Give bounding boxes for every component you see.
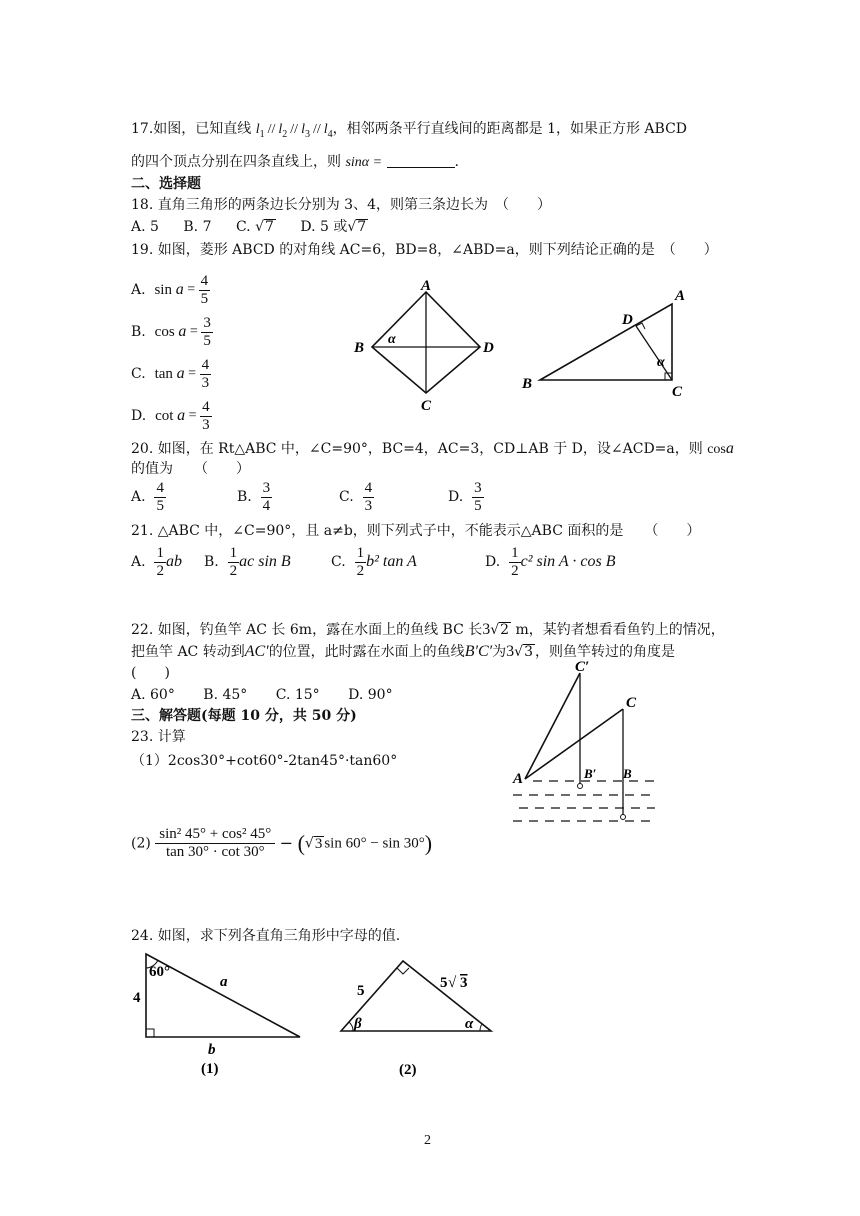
q20-option-a[interactable]: A. $\frac{4}{5}$ (131, 479, 164, 514)
q18-option-d[interactable]: D. 5 或√7 (300, 219, 367, 235)
q24-fig1-side-label: 4 (133, 990, 141, 1006)
rhombus-label-d: D (483, 340, 494, 356)
q23-title: 23. 计算 (131, 729, 186, 745)
rhombus-figure (350, 280, 510, 415)
q20-line2: 的值为 （ ） (131, 461, 250, 477)
q21-fraction: $\frac{1}{2}$ (356, 544, 365, 579)
q24-stem: 24. 如图，求下列各直角三角形中字母的值. (131, 928, 401, 944)
q19-fraction: $\frac{4}{3}$ (202, 398, 210, 433)
rt-alpha: α (657, 355, 665, 370)
q24-fig1-a-label: a (220, 974, 228, 990)
rod-ac-prime (525, 673, 580, 779)
q19-option-a[interactable]: A. sin a = $\frac{4}{5}$ (131, 272, 209, 307)
rhombus-label-c: C (421, 398, 432, 414)
q17-line-subscript: 4 (327, 128, 333, 140)
q24-fig2-caption: (2) (399, 1062, 417, 1078)
q17-line-symbol: l (301, 122, 305, 137)
q17-parallel-symbol: // (312, 122, 321, 137)
q18-option-c[interactable]: C. √7 (235, 219, 274, 235)
fish-label-a: A (513, 771, 524, 787)
fish-label-c: C (626, 695, 637, 711)
q23-part2-fraction (155, 826, 275, 861)
rt-label-c: C (672, 384, 683, 400)
q17-sin-alpha: sinα = (345, 155, 383, 170)
q20-cos: cos (707, 442, 726, 457)
q17-line-symbol: l (278, 122, 283, 137)
rhombus-label-a: A (421, 280, 432, 294)
q17-line2-text: 的四个顶点分别在四条直线上，则 (131, 154, 341, 170)
section2-heading: 二、选择题 (131, 176, 201, 192)
q23-part2-paren-expr: sin 60° − sin 30° (324, 835, 425, 852)
q22-line1a: 22. 如图，钓鱼竿 AC 长 6m，露在水面上的鱼线 BC 长 (131, 622, 483, 638)
q23-part2-radicand: 3 (314, 835, 323, 852)
q17-prefix: 17.如图，已知直线 (131, 121, 252, 137)
q23-part2-numerator: sin² 45° + cos² 45° (155, 826, 275, 844)
q18-stem: 18. 直角三角形的两条边长分别为 3、4，则第三条边长为 （ ） (131, 197, 551, 213)
q17-end: . (454, 154, 459, 170)
fish-label-b: B (623, 766, 632, 781)
q21-option-a[interactable]: A. $\frac{1}{2}$ ab (131, 544, 182, 579)
q22-line2d: ，则鱼竿转过的角度是 (534, 644, 675, 660)
q22-line2: 把鱼竿 AC 转动到AC′的位置，此时露在水面上的鱼线B′C′为3√3 ，则鱼竿转过的角度是 (131, 643, 675, 660)
q19-option-c[interactable]: C. tan a = $\frac{4}{3}$ (131, 356, 210, 391)
q17-parallel-symbol: // (267, 122, 276, 137)
q20-fraction: $\frac{3}{4}$ (262, 479, 271, 514)
q22-line1b: m，某钓者想看看鱼钓上的情况， (511, 622, 725, 638)
q20-line1-text: 20. 如图，在 Rt△ABC 中，∠C=90°，BC=4，AC=3，CD⊥AB 于 D，设∠ACD=a，则 (131, 441, 703, 457)
q19-fraction: $\frac{4}{3}$ (201, 356, 210, 391)
q24-fig2-beta: β (354, 1016, 362, 1032)
fish-label-c-prime: C′ (575, 659, 590, 675)
q20-line1 (131, 440, 734, 459)
q22-option-d[interactable]: D. 90° (348, 687, 393, 703)
q17-line-subscript: 2 (282, 128, 288, 140)
q19-fraction: $\frac{4}{5}$ (200, 272, 209, 307)
rt-triangle-figure (518, 280, 693, 405)
q20-fraction: $\frac{4}{5}$ (156, 479, 164, 514)
q18-option-a[interactable]: A. 5 (131, 219, 159, 235)
q24-fig2-left-label: 5 (357, 983, 365, 999)
q18-d-radicand: 7 (357, 219, 367, 235)
q20-fraction: $\frac{4}{3}$ (364, 479, 373, 514)
q24-fig1-b-label: b (208, 1042, 216, 1058)
q24-figure-2 (335, 955, 500, 1083)
q24-fig2-beta-arc (349, 1022, 353, 1031)
q23-part2-label: (2) (131, 835, 151, 852)
q19-fraction: $\frac{3}{5}$ (203, 314, 211, 349)
q17-parallel-symbol: // (290, 122, 299, 137)
q22-option-c[interactable]: C. 15° (275, 687, 320, 703)
q22-options (131, 686, 393, 704)
fishing-rod-figure (505, 655, 665, 835)
q18-c-radicand: 7 (264, 219, 274, 235)
section3-heading: 三、解答题(每题 10 分，共 50 分) (131, 708, 357, 724)
q18-options (131, 218, 368, 236)
q22-bpcp-radicand: 3 (524, 644, 533, 660)
fish-label-b-prime: B′ (584, 766, 597, 781)
rt-label-b: B (522, 376, 533, 392)
q17-line2 (131, 153, 459, 172)
q23-part2: (2) $\frac{\text{sin² 45° + cos² 45°}}{\tan 30^\circ \cdot \cot 30^\circ}$ − (√3 sin 60° − sin 30°) (131, 826, 433, 860)
q24-fig2-alpha: α (465, 1016, 474, 1032)
q17-l1 (255, 122, 333, 140)
q24-figure-1 (130, 948, 315, 1083)
q17-line1 (131, 120, 687, 144)
rhombus-label-b: B (354, 340, 365, 356)
rt-triangle-outline (540, 304, 672, 380)
q24-fig2-alpha-arc (480, 1024, 482, 1031)
q21-option-d[interactable]: D. $\frac{1}{2}$ c² sin A · cos B (485, 544, 616, 579)
rod-ac (525, 709, 623, 779)
q22-line2a: 把鱼竿 AC 转动到 (131, 644, 245, 660)
q22-line3: ( ) (131, 665, 170, 681)
q22-line2c: 为 (492, 644, 507, 660)
q19-option-b[interactable]: B. cos a = $\frac{3}{5}$ (131, 314, 211, 349)
rt-label-a: A (675, 288, 686, 304)
q20-option-b[interactable]: B. $\frac{3}{4}$ (237, 479, 271, 514)
q22-bc-coef: 3 (482, 621, 491, 638)
q21-fraction: $\frac{1}{2}$ (511, 544, 519, 579)
bobber-b-prime (578, 784, 583, 789)
q18-option-b[interactable]: B. 7 (183, 219, 212, 235)
q23-part2-denominator: tan 30° · cot 30° (165, 844, 265, 860)
q17-line-subscript: 3 (304, 128, 310, 140)
rhombus-alpha: α (388, 332, 396, 347)
q17-line-symbol: l (323, 122, 328, 137)
q22-line2b: 的位置，此时露在水面上的鱼线 (268, 644, 465, 660)
q24-fig2-right-radicand: 3 (460, 975, 468, 991)
q24-fig1-caption: (1) (201, 1061, 219, 1077)
q24-fig2-right-angle (397, 968, 409, 974)
q24-fig2-right-coef: 5 (440, 975, 448, 991)
page-number: 2 (424, 1133, 431, 1148)
rt-label-d: D (622, 312, 633, 328)
q21-stem: 21. △ABC 中，∠C=90°，且 a≠b，则下列式子中，不能表示△ABC 面积的是 （ ） (131, 523, 701, 539)
q21-option-b[interactable]: B. $\frac{1}{2}$ ac sin B (204, 544, 291, 579)
q17-answer-blank[interactable] (387, 154, 455, 168)
q23-part2-minus: − (279, 833, 294, 853)
q22-bpcp-coef: 3 (506, 643, 515, 660)
q20-option-c[interactable]: C. $\frac{4}{3}$ (339, 479, 373, 514)
q19-option-d[interactable]: D. cot a = $\frac{4}{3}$ (131, 398, 210, 433)
q24-fig1-right-angle (146, 1029, 154, 1037)
q20-option-d[interactable]: D. $\frac{3}{5}$ (448, 479, 482, 514)
altitude-cd (636, 326, 672, 380)
q20-fraction: $\frac{3}{5}$ (474, 479, 482, 514)
q22-acp: AC′ (244, 643, 269, 660)
q24-fig2-radical-sign: √ (448, 975, 457, 991)
q21-fraction: $\frac{1}{2}$ (229, 544, 238, 579)
q22-line1: 22. 如图，钓鱼竿 AC 长 6m，露在水面上的鱼线 BC 长3√2 m，某钓者想看看鱼钓上的情况， (131, 621, 725, 638)
q22-bc-radicand: 2 (500, 622, 510, 638)
q22-option-b[interactable]: B. 45° (203, 687, 248, 703)
q21-option-c[interactable]: C. $\frac{1}{2}$ b² tan A (331, 544, 417, 579)
q22-option-a[interactable]: A. 60° (131, 687, 175, 703)
q23-part1: （1）2cos30°+cot60°-2tan45°·tan60° (131, 753, 398, 769)
q17-mid: ，相邻两条平行直线间的距离都是 1，如果正方形 ABCD (332, 121, 688, 137)
water-dashes (513, 781, 655, 821)
q17-line-subscript: 1 (259, 128, 265, 140)
q24-fig1-angle-label: 60° (149, 964, 170, 980)
q19-stem: 19. 如图，菱形 ABCD 的对角线 AC=6，BD=8，∠ABD=a，则下列结论正确的是 （ ） (131, 242, 718, 258)
bobber-b (621, 815, 626, 820)
q21-fraction: $\frac{1}{2}$ (156, 544, 164, 579)
q22-bpcp: B′C′ (464, 643, 493, 660)
q17-line-symbol: l (255, 122, 260, 137)
q20-var: a (725, 440, 734, 457)
